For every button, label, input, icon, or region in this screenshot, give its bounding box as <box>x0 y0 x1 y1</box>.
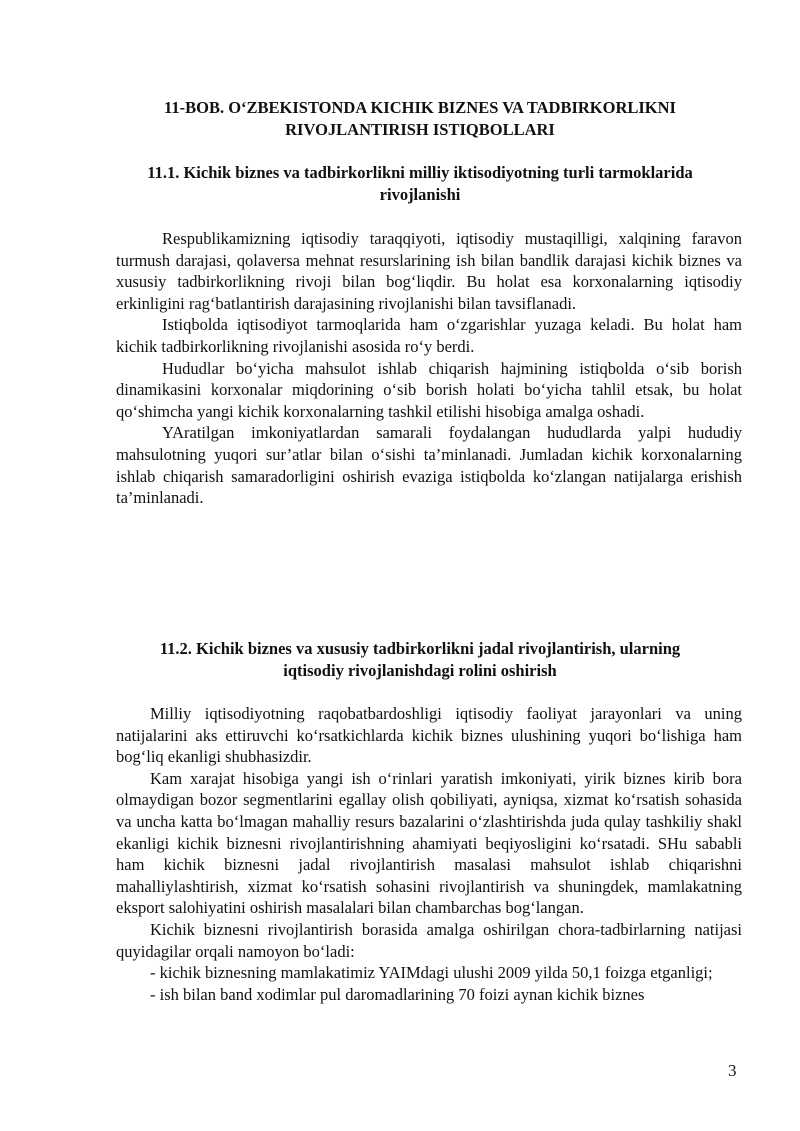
section-1-title-line-2: rivojlanishi <box>379 185 461 204</box>
section-2-paragraph-3: Kichik biznesni rivojlantirish borasida amalga oshirilgan chora-tadbirlarning natijasi quyidagilar orqali namoyon bo‘ladi: <box>116 919 742 961</box>
section-1-paragraph-2: Istiqbolda iqtisodiyot tarmoqlarida ham o‘zgarishlar yuzaga keladi. Bu holat ham kichik tadbirkorlikning rivojlanishi asosida ro‘y berdi. <box>116 315 742 356</box>
section-2-body <box>116 703 742 1005</box>
section-2-list-item-2: - ish bilan band xodimlar pul daromadlarining 70 foizi aynan kichik biznes <box>150 984 645 1004</box>
chapter-title <box>100 97 740 141</box>
section-1-body <box>116 228 742 509</box>
section-1-paragraph-1: Respublikamizning iqtisodiy taraqqiyoti, iqtisodiy mustaqilligi, xalqining faravon turmush darajasi, qolaversa mehnat resurslarining ish bilan bandlik darajasi kichik biznes va xususiy tadbirkorlikning rivoji bilan bog‘liqdir. Bu holat esa korxonalarning iqtisodiy erkinligini rag‘batlantirish darajasining rivojlanishi bilan tavsiflanadi. <box>116 229 742 313</box>
section-2-title <box>100 638 740 682</box>
section-2-paragraph-1: Milliy iqtisodiyotning raqobatbardoshligi iqtisodiy faoliyat jarayonlari va uning natijalarini aks ettiruvchi ko‘rsatkichlarda kichik biznes ulushining yuqori bo‘lishiga ham bog‘liq ekanligi shubhasizdir. <box>116 704 742 767</box>
chapter-title-line-2: RIVOJLANTIRISH ISTIQBOLLARI <box>285 120 555 139</box>
section-2-title-line-2: iqtisodiy rivojlanishdagi rolini oshirish <box>283 661 557 680</box>
section-1-paragraph-4: YAratilgan imkoniyatlardan samarali foydalangan hududlarda yalpi hududiy mahsulotning yuqori sur’atlar bilan o‘sishi ta’minlanadi. Jumladan kichik korxonalarning ishlab chiqarish samaradorligini oshirish evaziga istiqbolda ko‘zlangan natijalarga erishish ta’minlanadi. <box>116 423 742 508</box>
section-2-list-item-1: - kichik biznesning mamlakatimiz YAIMdagi ulushi 2009 yilda 50,1 foizga etganligi; <box>150 963 713 983</box>
page-number: 3 <box>728 1061 737 1080</box>
section-1-paragraph-3: Hududlar bo‘yicha mahsulot ishlab chiqarish hajmining istiqbolda o‘sib borish dinamikasini korxonalar miqdorining o‘sib borish holati bo‘yicha tahlil etsak, bu holat qo‘shimcha yangi kichik korxonalarning tashkil etilishi hisobiga amalga oshadi. <box>116 358 742 421</box>
section-2-paragraph-2: Kam xarajat hisobiga yangi ish o‘rinlari yaratish imkoniyati, yirik biznes kirib bora olmaydigan bozor segmentlarini egallay olish qobiliyati, ayniqsa, xizmat ko‘rsatish sohasida va uncha katta bo‘lmagan mahalliy resurs bazalarini o‘zlashtirishda juda qulay tashkiliy shakl ekanligi kichik biznesni rivojlantirishning ahamiyati beqiyosligini ko‘rsatadi. SHu sababli ham kichik biznesni jadal rivojlantirish masalasi mahsulot ishlab chiqarishni mahalliylashtirish, xizmat ko‘rsatish sohasini rivojlantirish va shuningdek, mamlakatning eksport salohiyatini oshirish masalalari bilan chambarchas bog‘langan. <box>116 768 742 918</box>
section-1-title-line-1: 11.1. Kichik biznes va tadbirkorlikni milliy iktisodiyotning turli tarmoklarida <box>147 163 693 182</box>
chapter-title-line-1: 11-BOB. O‘ZBEKISTONDA KICHIK BIZNES VA TADBIRKORLIKNI <box>164 98 676 117</box>
section-2-title-line-1: 11.2. Kichik biznes va xususiy tadbirkorlikni jadal rivojlantirish, ularning <box>159 639 681 658</box>
section-1-title <box>100 162 740 206</box>
